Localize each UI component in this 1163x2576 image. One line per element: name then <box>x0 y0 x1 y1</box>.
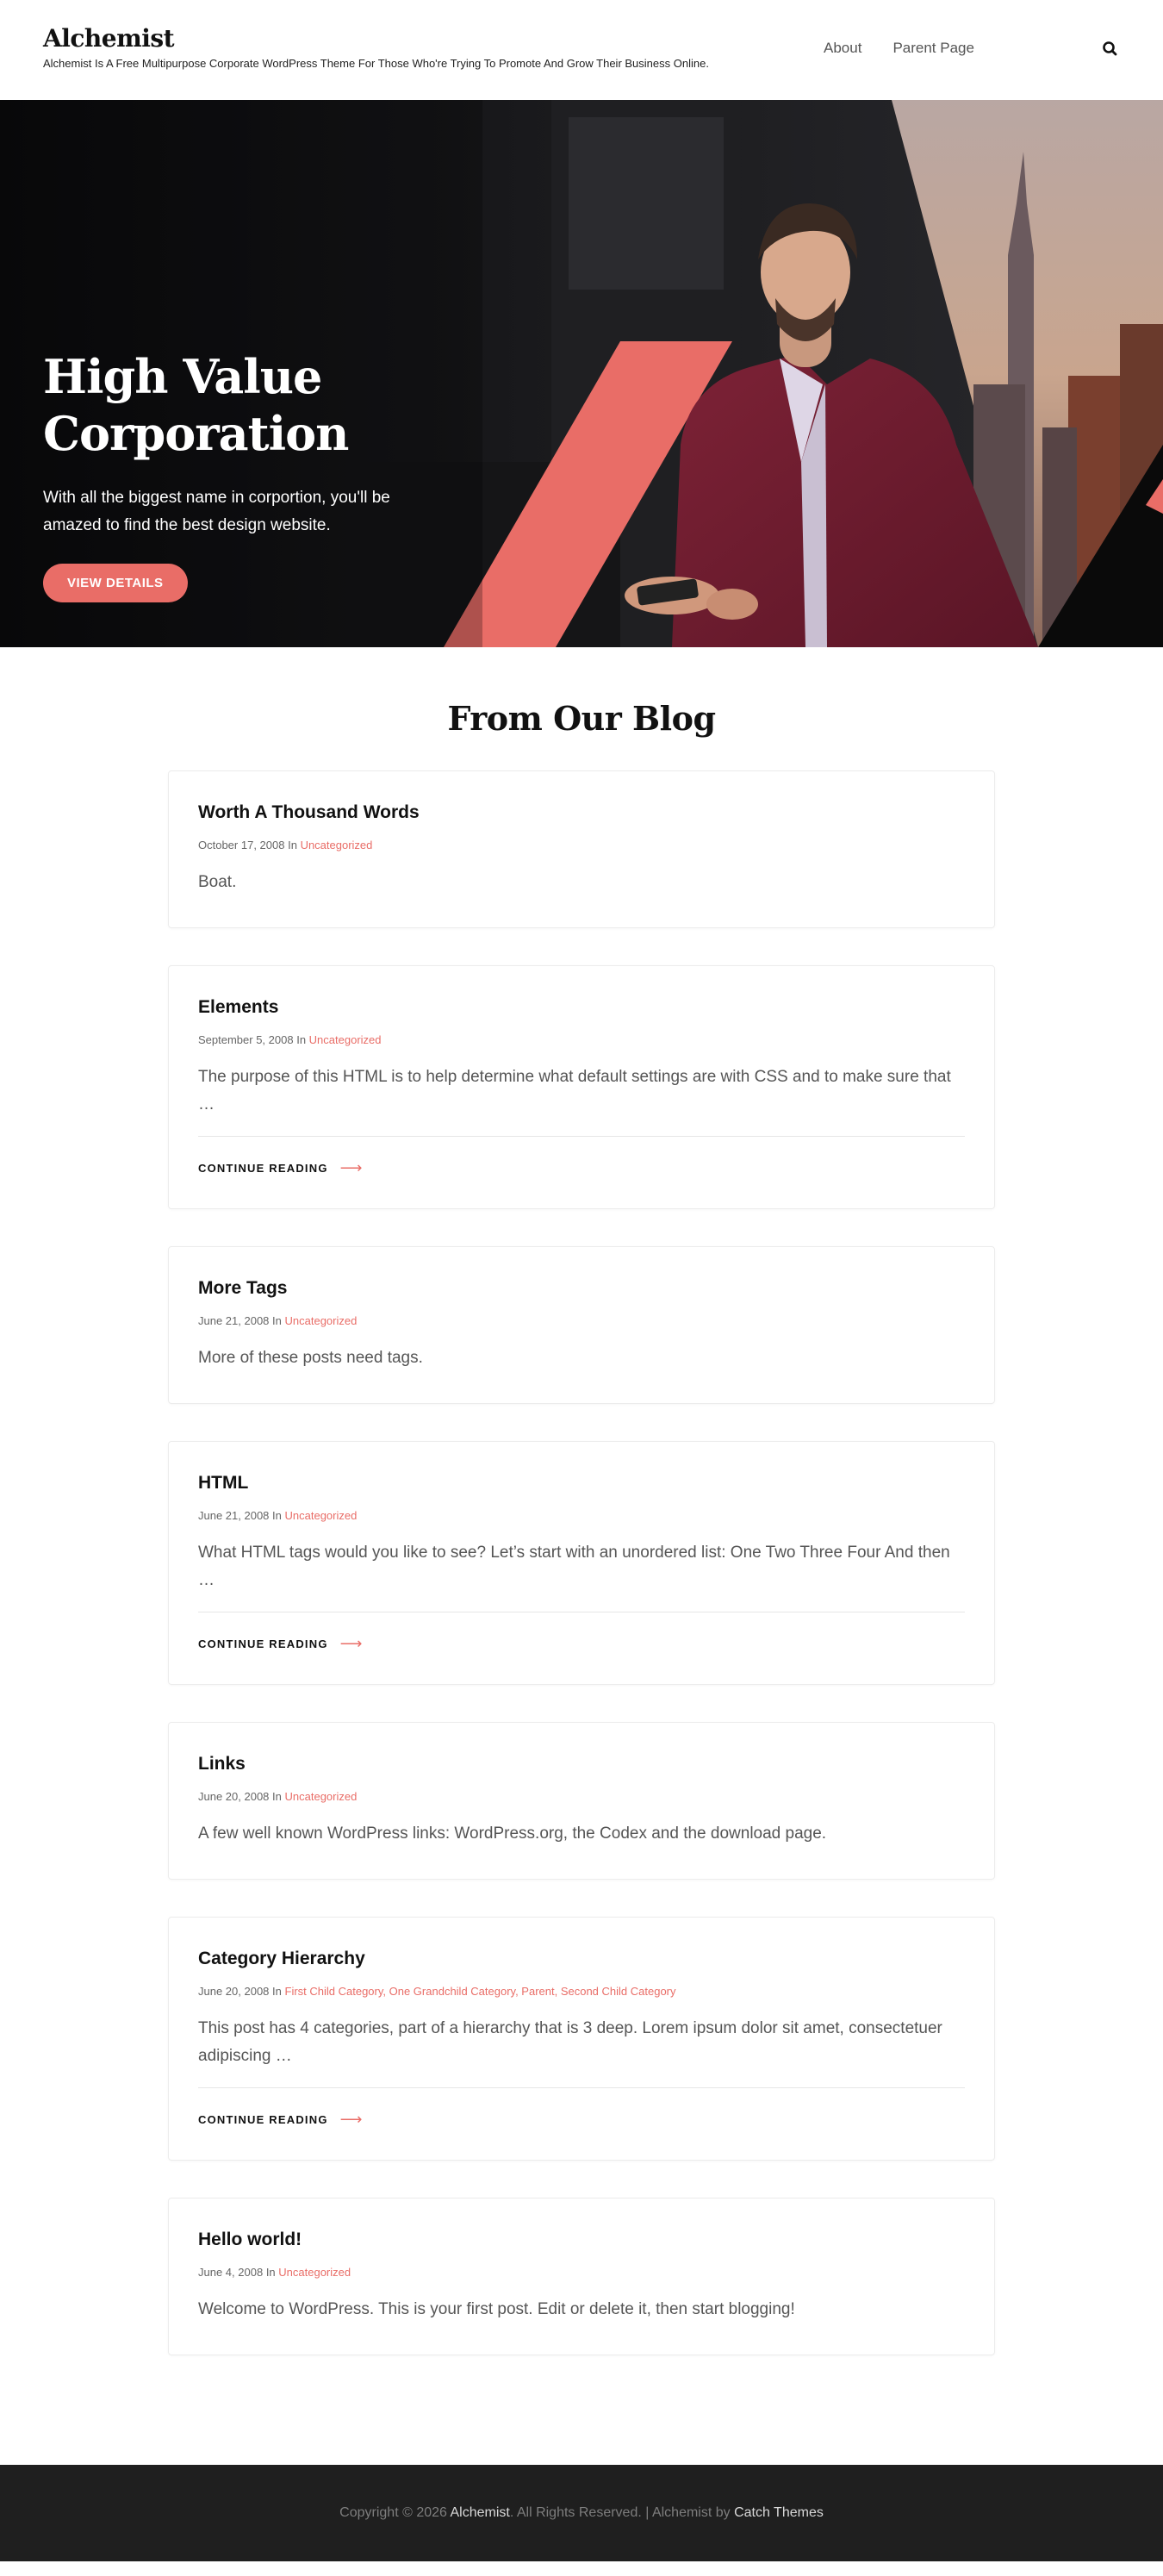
post-date[interactable]: June 21, 2008 <box>198 1509 270 1522</box>
continue-reading-label: CONTINUE READING <box>198 2113 328 2126</box>
post-category[interactable]: Uncategorized <box>284 1509 358 1522</box>
post-title[interactable]: Worth A Thousand Words <box>198 802 420 822</box>
post-excerpt: Welcome to WordPress. This is your first post. Edit or delete it, then start blogging! <box>198 2300 795 2318</box>
hero-title <box>43 348 491 462</box>
post-meta <box>198 1985 965 1998</box>
post-in: In <box>296 1033 307 1046</box>
post-card <box>168 2198 995 2355</box>
post-title[interactable]: Elements <box>198 997 279 1017</box>
post-title[interactable]: HTML <box>198 1473 249 1493</box>
continue-reading-label: CONTINUE READING <box>198 1637 328 1650</box>
post-in: In <box>288 839 297 851</box>
post-excerpt: A few well known WordPress links: WordPress.org, the Codex and the download page. <box>198 1824 827 1843</box>
post-date[interactable]: June 20, 2008 <box>198 1985 270 1998</box>
post-meta <box>198 1509 965 1522</box>
post-title[interactable]: More Tags <box>198 1278 288 1298</box>
hero-title-line-2: Corporation <box>43 406 349 461</box>
post-category[interactable]: First Child Category, One Grandchild Category, Parent, Second Child Category <box>284 1985 676 1998</box>
post-card <box>168 965 995 1209</box>
blog-section <box>0 647 1163 2465</box>
post-in: In <box>272 1314 282 1327</box>
hero-title-line-1: High Value <box>43 349 322 404</box>
main-navigation <box>824 40 974 57</box>
hero-banner <box>0 100 1163 647</box>
post-date[interactable]: September 5, 2008 <box>198 1033 294 1046</box>
post-card <box>168 1441 995 1685</box>
post-card <box>168 770 995 928</box>
post-meta <box>198 1314 965 1327</box>
arrow-right-icon: ⟶ <box>339 1159 364 1176</box>
branding <box>43 24 709 70</box>
view-details-button[interactable]: VIEW DETAILS <box>43 564 188 602</box>
continue-reading-link[interactable] <box>198 1635 364 1653</box>
continue-reading-link[interactable] <box>198 1159 364 1177</box>
hero-subtitle: With all the biggest name in corportion, you'll be amazed to find the best design website. <box>43 489 390 534</box>
post-excerpt: The purpose of this HTML is to help determine what default settings are with CSS and to make sure that … <box>198 1068 951 1113</box>
post-meta <box>198 1790 965 1803</box>
post-date[interactable]: October 17, 2008 <box>198 839 285 851</box>
post-excerpt: What HTML tags would you like to see? Let’s start with an unordered list: One Two Three Four And then … <box>198 1544 950 1589</box>
post-card <box>168 1917 995 2161</box>
footer-rights: . All Rights Reserved. | Alchemist by <box>509 2505 735 2520</box>
post-divider <box>198 1136 965 1137</box>
post-meta <box>198 839 965 851</box>
copyright-prefix: Copyright © 2026 <box>339 2505 451 2520</box>
footer-theme-link[interactable]: Catch Themes <box>734 2505 824 2520</box>
post-category[interactable]: Uncategorized <box>284 1790 358 1803</box>
site-footer <box>0 2465 1163 2561</box>
post-date[interactable]: June 21, 2008 <box>198 1314 270 1327</box>
post-category[interactable]: Uncategorized <box>300 839 373 851</box>
post-card <box>168 1722 995 1880</box>
section-title: From Our Blog <box>447 699 716 738</box>
continue-reading-label: CONTINUE READING <box>198 1162 328 1175</box>
post-excerpt: Boat. <box>198 873 237 891</box>
post-in: In <box>272 1985 282 1998</box>
nav-item-parent-page[interactable]: Parent Page <box>892 40 974 56</box>
post-excerpt: More of these posts need tags. <box>198 1349 423 1367</box>
post-in: In <box>265 2266 276 2279</box>
post-category[interactable]: Uncategorized <box>278 2266 351 2279</box>
post-title[interactable]: Links <box>198 1754 246 1774</box>
site-title[interactable]: Alchemist <box>43 24 175 53</box>
arrow-right-icon: ⟶ <box>339 2111 364 2128</box>
post-title[interactable]: Hello world! <box>198 2230 302 2249</box>
post-in: In <box>272 1790 282 1803</box>
post-date[interactable]: June 4, 2008 <box>198 2266 264 2279</box>
post-in: In <box>272 1509 282 1522</box>
post-meta <box>198 1033 965 1046</box>
footer-copyright <box>339 2505 824 2521</box>
search-icon[interactable] <box>1101 40 1120 59</box>
post-title[interactable]: Category Hierarchy <box>198 1949 365 1968</box>
post-divider <box>198 2087 965 2088</box>
post-category[interactable]: Uncategorized <box>284 1314 358 1327</box>
post-category[interactable]: Uncategorized <box>308 1033 382 1046</box>
hero-content <box>43 348 491 602</box>
footer-site-link[interactable]: Alchemist <box>450 2505 510 2520</box>
site-header <box>0 0 1163 100</box>
arrow-right-icon: ⟶ <box>339 1635 364 1652</box>
continue-reading-link[interactable] <box>198 2111 364 2129</box>
post-card <box>168 1246 995 1404</box>
post-meta <box>198 2266 965 2279</box>
post-date[interactable]: June 20, 2008 <box>198 1790 270 1803</box>
site-tagline: Alchemist Is A Free Multipurpose Corporate WordPress Theme For Those Who're Trying To Promote And Grow Their Business Online. <box>43 57 709 70</box>
nav-item-about[interactable]: About <box>824 40 862 56</box>
post-excerpt: This post has 4 categories, part of a hierarchy that is 3 deep. Lorem ipsum dolor sit amet, consectetuer adipiscing … <box>198 2019 942 2065</box>
